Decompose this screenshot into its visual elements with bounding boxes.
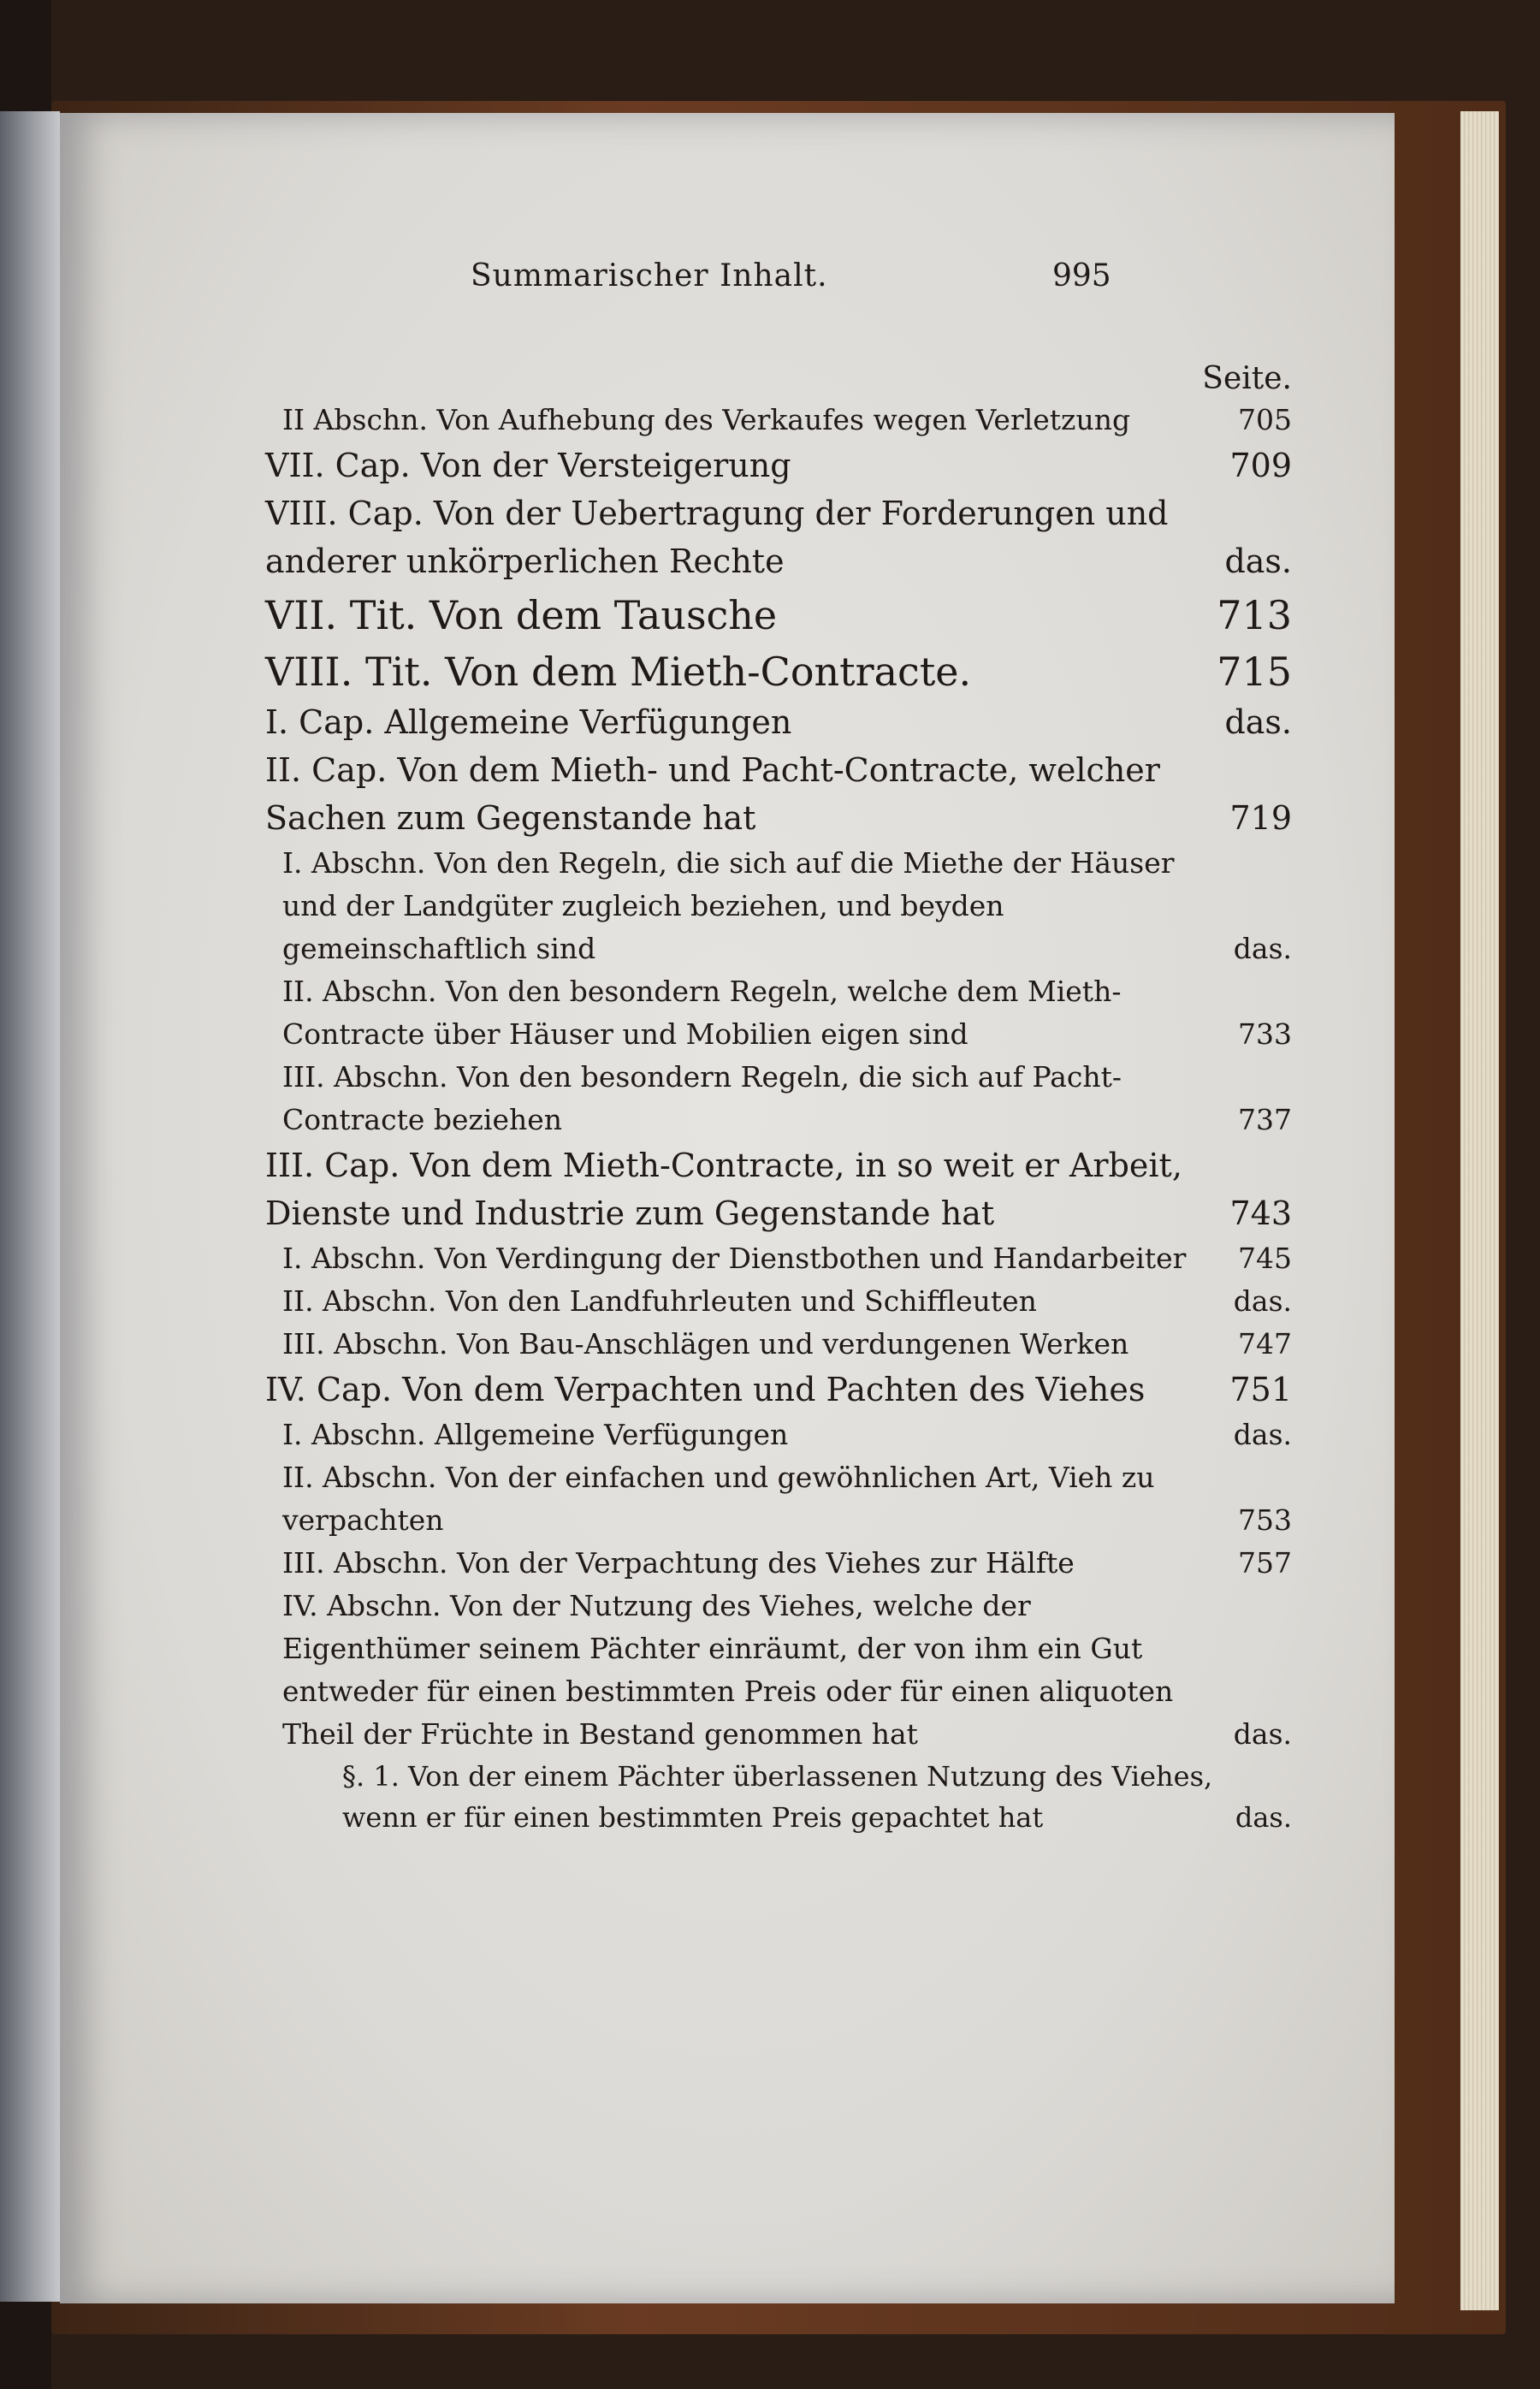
toc-entry-title: III. Abschn. Von der Verpachtung des Viehes zur Hälfte [282, 1546, 1075, 1580]
toc-entry-page: das. [1233, 1418, 1292, 1451]
toc-entry-page: das. [1224, 542, 1292, 580]
page-text [60, 113, 1395, 2303]
toc-entry-page: das. [1233, 1717, 1292, 1751]
facing-page-edge [0, 111, 60, 2302]
toc-entry [265, 842, 1292, 970]
toc-entry-page: das. [1224, 703, 1292, 741]
toc-entry-title: II. Abschn. Von den Landfuhrleuten und Schiffleuten [282, 1284, 1037, 1318]
toc-entry [265, 698, 1292, 746]
entry-list [60, 399, 1395, 1838]
toc-entry-title: I. Abschn. Von Verdingung der Dienstbothen und Handarbeiter [282, 1242, 1187, 1275]
toc-entry-title: II. Abschn. Von der einfachen und gewöhnlichen Art, Vieh zu verpachten [282, 1461, 1155, 1537]
toc-entry-page: 709 [1229, 447, 1292, 484]
page-column-label: Seite. [1202, 361, 1292, 396]
toc-entry-title: III. Abschn. Von Bau-Anschlägen und verdungenen Werken [282, 1327, 1129, 1360]
toc-entry-title: III. Abschn. Von den besondern Regeln, die sich auf Pacht-Contracte beziehen [282, 1060, 1122, 1136]
toc-entry-page: 753 [1238, 1503, 1292, 1537]
toc-entry-page: 715 [1217, 649, 1292, 695]
toc-entry-page: 713 [1217, 592, 1292, 638]
toc-entry [265, 1366, 1292, 1414]
toc-entry [265, 1456, 1292, 1542]
toc-entry-title: VII. Tit. Von dem Tausche [265, 592, 778, 638]
toc-entry [265, 442, 1292, 489]
toc-entry [265, 1585, 1292, 1756]
toc-entry-page: 751 [1229, 1371, 1292, 1408]
toc-entry-page: 733 [1238, 1017, 1292, 1051]
toc-entry-title: §. 1. Von der einem Pächter überlassenen Nutzung des Viehes, wenn er für einen bestimmten Preis gepachtet hat [342, 1760, 1213, 1834]
column-header [60, 361, 1395, 399]
toc-entry-title: I. Cap. Allgemeine Verfügungen [265, 703, 792, 741]
toc-entry [265, 1237, 1292, 1280]
toc-entry-page: das. [1233, 932, 1292, 965]
toc-entry [265, 1323, 1292, 1366]
toc-entry-page: das. [1235, 1801, 1292, 1834]
toc-entry [265, 1056, 1292, 1141]
page-edges [1460, 111, 1499, 2310]
toc-entry [265, 1542, 1292, 1585]
toc-entry [265, 970, 1292, 1056]
toc-entry-page: 705 [1238, 403, 1292, 436]
toc-entry [265, 589, 1292, 642]
table-of-contents [60, 361, 1395, 1838]
toc-entry [265, 746, 1292, 842]
running-title: Summarischer Inhalt. [471, 258, 828, 293]
toc-entry-title: II Abschn. Von Aufhebung des Verkaufes wegen Verletzung [282, 403, 1131, 436]
toc-entry-title: III. Cap. Von dem Mieth-Contracte, in so weit er Arbeit, Dienste und Industrie zum Gegenstande hat [265, 1147, 1182, 1232]
toc-entry [265, 399, 1292, 442]
book-page [60, 113, 1395, 2303]
toc-entry-title: IV. Abschn. Von der Nutzung des Viehes, welche der Eigenthümer seinem Pächter einräumt, der von ihm ein Gut entweder für einen bestimmten Preis oder für einen aliquoten Theil der Früchte in Bestand genommen hat [282, 1589, 1174, 1751]
toc-entry-title: I. Abschn. Allgemeine Verfügungen [282, 1418, 789, 1451]
toc-entry [265, 1141, 1292, 1237]
toc-entry-title: IV. Cap. Von dem Verpachten und Pachten des Viehes [265, 1371, 1146, 1408]
toc-entry-title: VIII. Tit. Von dem Mieth-Contracte. [265, 649, 972, 695]
toc-entry-title: VII. Cap. Von der Versteigerung [265, 447, 791, 484]
toc-entry [265, 1756, 1292, 1838]
toc-entry-page: das. [1233, 1284, 1292, 1318]
toc-entry-title: II. Cap. Von dem Mieth- und Pacht-Contracte, welcher Sachen zum Gegenstande hat [265, 751, 1160, 837]
toc-entry-title: I. Abschn. Von den Regeln, die sich auf die Miethe der Häuser und der Landgüter zugleich beziehen, und beyden gemeinschaftlich sind [282, 846, 1175, 965]
toc-entry-page: 743 [1229, 1194, 1292, 1232]
toc-entry [265, 1414, 1292, 1456]
toc-entry-page: 757 [1238, 1546, 1292, 1580]
toc-entry-page: 719 [1229, 799, 1292, 837]
page-number: 995 [1052, 258, 1111, 293]
toc-entry-title: II. Abschn. Von den besondern Regeln, welche dem Mieth-Contracte über Häuser und Mobilien eigen sind [282, 975, 1122, 1051]
toc-entry [265, 489, 1292, 585]
toc-entry [265, 1280, 1292, 1323]
toc-entry [265, 645, 1292, 698]
toc-entry-page: 737 [1238, 1103, 1292, 1136]
toc-entry-page: 745 [1238, 1242, 1292, 1275]
toc-entry-title: VIII. Cap. Von der Uebertragung der Forderungen und anderer unkörperlichen Rechte [265, 495, 1169, 580]
toc-entry-page: 747 [1238, 1327, 1292, 1360]
